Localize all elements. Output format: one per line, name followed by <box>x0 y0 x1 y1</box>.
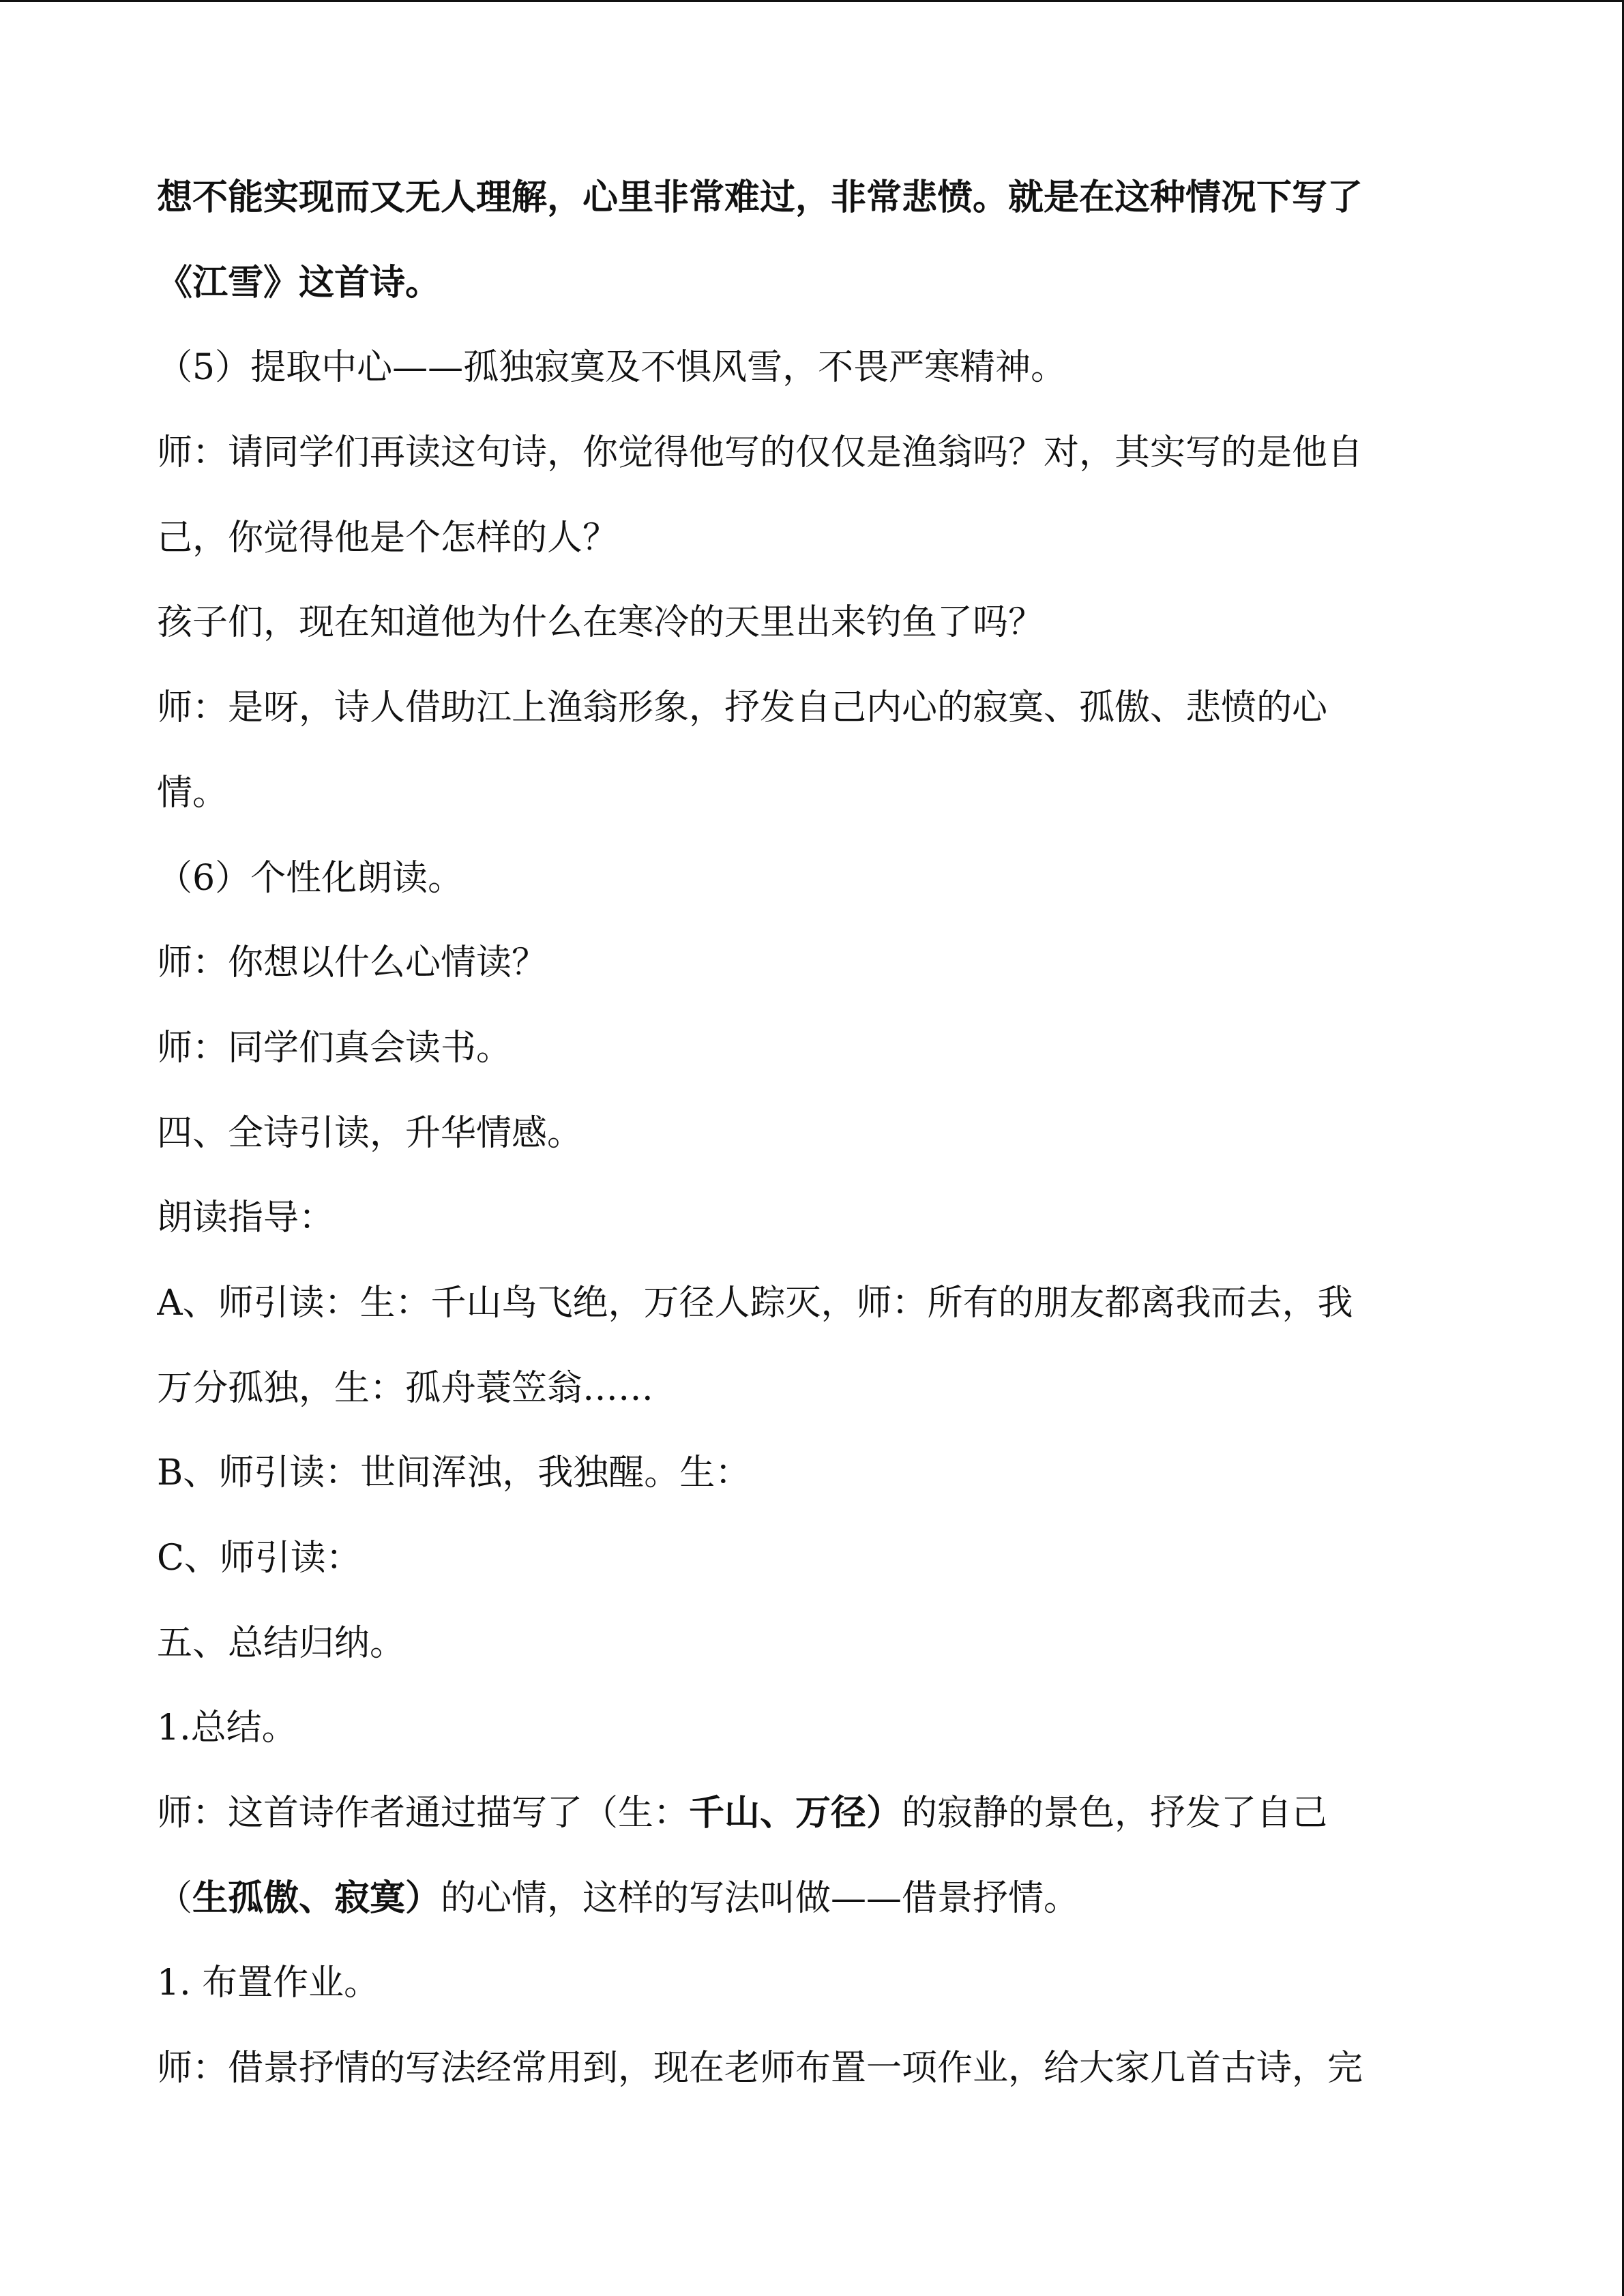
summary-line-1 <box>157 1771 1473 1856</box>
paragraph-line: A、师引读：生：千山鸟飞绝，万径人踪灭，师：所有的朋友都离我而去，我 <box>157 1282 1353 1324</box>
summary-line-1-prefix: 师：这首诗作者通过描写了（生： <box>157 1793 690 1834</box>
paragraph-line: C、师引读： <box>157 1538 361 1579</box>
summary-line-2-suffix: 的心情，这样的写法叫做——借景抒情。 <box>441 1877 1080 1919</box>
paragraph-line: 师：你想以什么心情读？ <box>157 942 548 984</box>
paragraph-line: 万分孤独，生：孤舟蓑笠翁…… <box>157 1367 654 1409</box>
paragraph-line: 《江雪》这首诗。 <box>157 261 441 303</box>
paragraph-line: 己，你觉得他是个怎样的人？ <box>157 517 619 558</box>
section-heading: 1. 布置作业。 <box>157 1963 380 2004</box>
paragraph-line: 情。 <box>157 772 228 814</box>
summary-line-2 <box>157 1856 1473 1941</box>
summary-line-2-prefix: （ <box>157 1877 193 1919</box>
paragraph-line: 孩子们，现在知道他为什么在寒冷的天里出来钓鱼了吗？ <box>157 602 1044 644</box>
paragraph-line: 1.总结。 <box>157 1708 297 1749</box>
paragraph-line: 师：是呀，诗人借助江上渔翁形象，抒发自己内心的寂寞、孤傲、悲愤的心 <box>157 687 1328 729</box>
section-heading: （5）提取中心——孤独寂寞及不惧风雪，不畏严寒精神。 <box>157 347 1067 389</box>
paragraph-line: 师：请同学们再读这句诗，你觉得他写的仅仅是渔翁吗？对，其实写的是他自 <box>157 432 1363 474</box>
paragraph-line: 想不能实现而又无人理解，心里非常难过，非常悲愤。就是在这种情况下写了 <box>157 177 1363 218</box>
section-heading: 五、总结归纳。 <box>157 1622 406 1664</box>
document-page <box>157 155 1473 2111</box>
paragraph-line: 师：借景抒情的写法经常用到，现在老师布置一项作业，给大家几首古诗，完 <box>157 2048 1363 2089</box>
paragraph-line: 师：同学们真会读书。 <box>157 1027 512 1069</box>
summary-line-1-bold: 千山、万径） <box>689 1792 902 1834</box>
summary-line-2-bold: 生孤傲、寂寞） <box>192 1877 441 1919</box>
paragraph-line: B、师引读：世间浑浊，我独醒。生： <box>157 1452 751 1494</box>
paragraph-line: 朗读指导： <box>157 1197 335 1239</box>
page-top-border <box>0 0 1624 2</box>
section-heading: （6）个性化朗读。 <box>157 857 464 899</box>
section-heading: 四、全诗引读，升华情感。 <box>157 1112 583 1154</box>
summary-line-1-suffix: 的寂静的景色，抒发了自己 <box>902 1793 1328 1834</box>
